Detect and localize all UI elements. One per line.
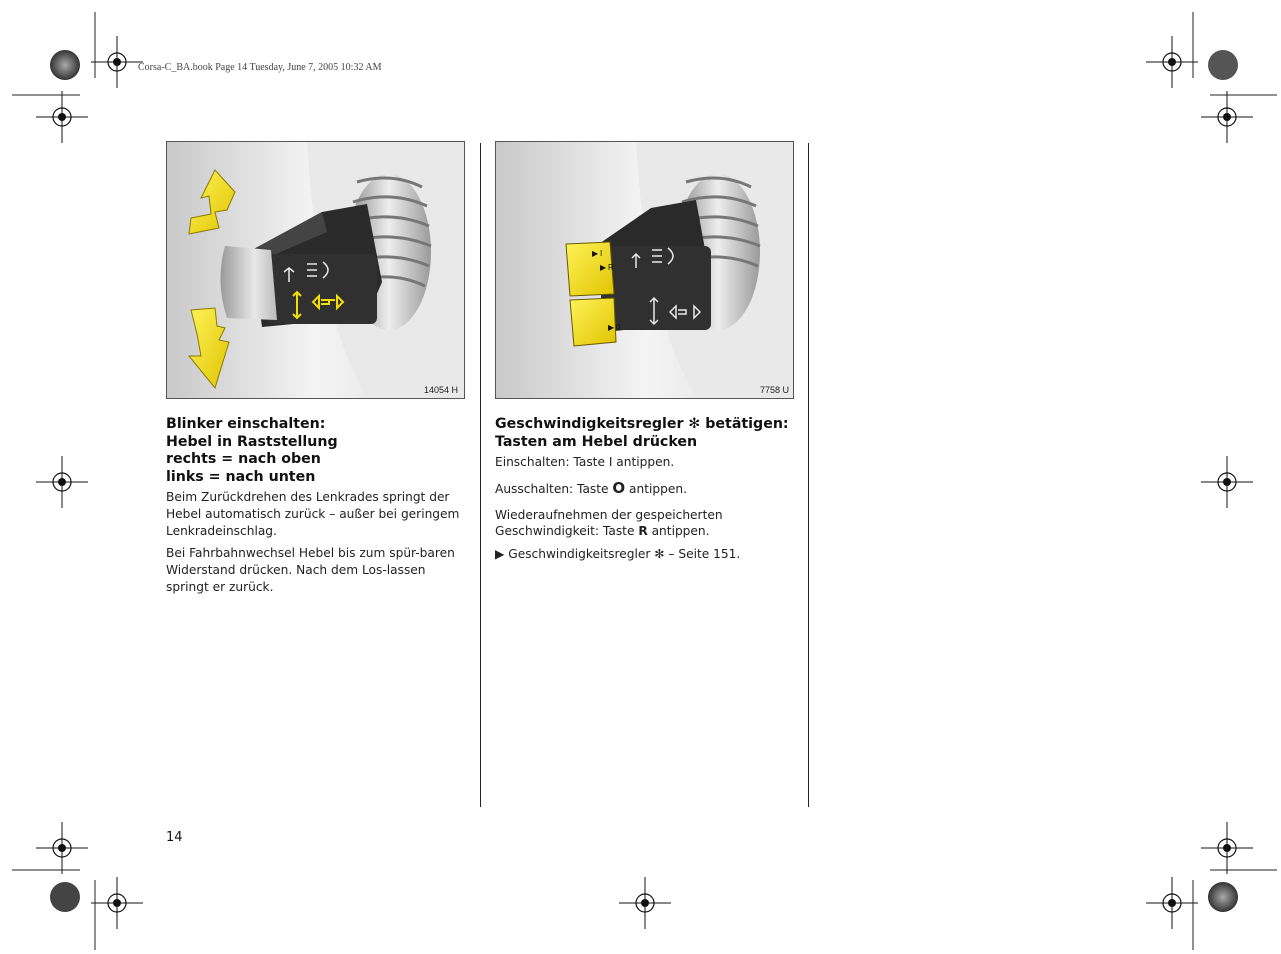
heading-line: Geschwindigkeitsregler ✻ betätigen: — [495, 416, 789, 432]
paragraph-resume — [495, 507, 800, 541]
lever-label-R: ▶ — [600, 263, 607, 272]
figure-turn-signal-lever — [166, 141, 465, 399]
lever-key-R: R — [608, 263, 614, 272]
lever-key-0: 0 — [616, 323, 621, 332]
paragraph: Beim Zurückdrehen des Lenkrades springt der Hebel automatisch zurück – außer bei geringem Lenkradeinschlag. — [166, 490, 460, 538]
heading-line: links = nach unten — [166, 468, 316, 485]
text: Wiederaufnehmen der gespeicherten — [495, 507, 723, 522]
page-number: 14 — [166, 830, 183, 845]
paragraph-switch-on — [495, 454, 800, 471]
figure-cruise-control-lever — [495, 141, 794, 399]
cross-reference: ▶ Geschwindigkeitsregler ✻ – Seite 151. — [495, 547, 741, 562]
figure-number: 7758 U — [759, 385, 789, 395]
key-R: R — [638, 524, 648, 539]
text: antippen. — [647, 524, 710, 539]
text: Ausschalten: Taste — [495, 481, 613, 496]
paragraph: Bei Fahrbahnwechsel Hebel bis zum spür-baren Widerstand drücken. Nach dem Los-lassen springt er zurück. — [166, 546, 455, 594]
text: Einschalten: Taste — [495, 455, 609, 469]
column-rule-right — [808, 143, 809, 807]
turn-signal-body — [166, 489, 466, 602]
heading-line: Tasten am Hebel drücken — [495, 433, 698, 450]
heading-line: Hebel in Raststellung — [166, 433, 338, 450]
column-rule-left — [480, 143, 481, 807]
print-slug: Corsa-C_BA.book Page 14 Tuesday, June 7, 2005 10:32 AM — [138, 62, 382, 73]
text: antippen. — [612, 455, 675, 469]
key-O: O — [612, 478, 626, 497]
turn-signal-heading — [166, 416, 338, 486]
key-I: I — [608, 455, 613, 469]
heading-line: Blinker einschalten: — [166, 416, 326, 432]
cruise-control-lever-illustration — [496, 142, 793, 398]
turn-signal-lever-illustration — [167, 142, 464, 398]
heading-line: rechts = nach oben — [166, 451, 321, 468]
text: Geschwindigkeit: Taste — [495, 524, 639, 539]
cruise-control-body — [495, 454, 800, 569]
lever-label-I: ▶ — [592, 249, 599, 258]
figure-number: 14054 H — [423, 385, 458, 395]
lever-label-0: ▶ — [608, 323, 615, 332]
lever-key-I: I — [600, 249, 603, 258]
text: antippen. — [625, 481, 687, 496]
paragraph-switch-off — [495, 480, 800, 498]
cruise-control-heading — [495, 416, 789, 451]
